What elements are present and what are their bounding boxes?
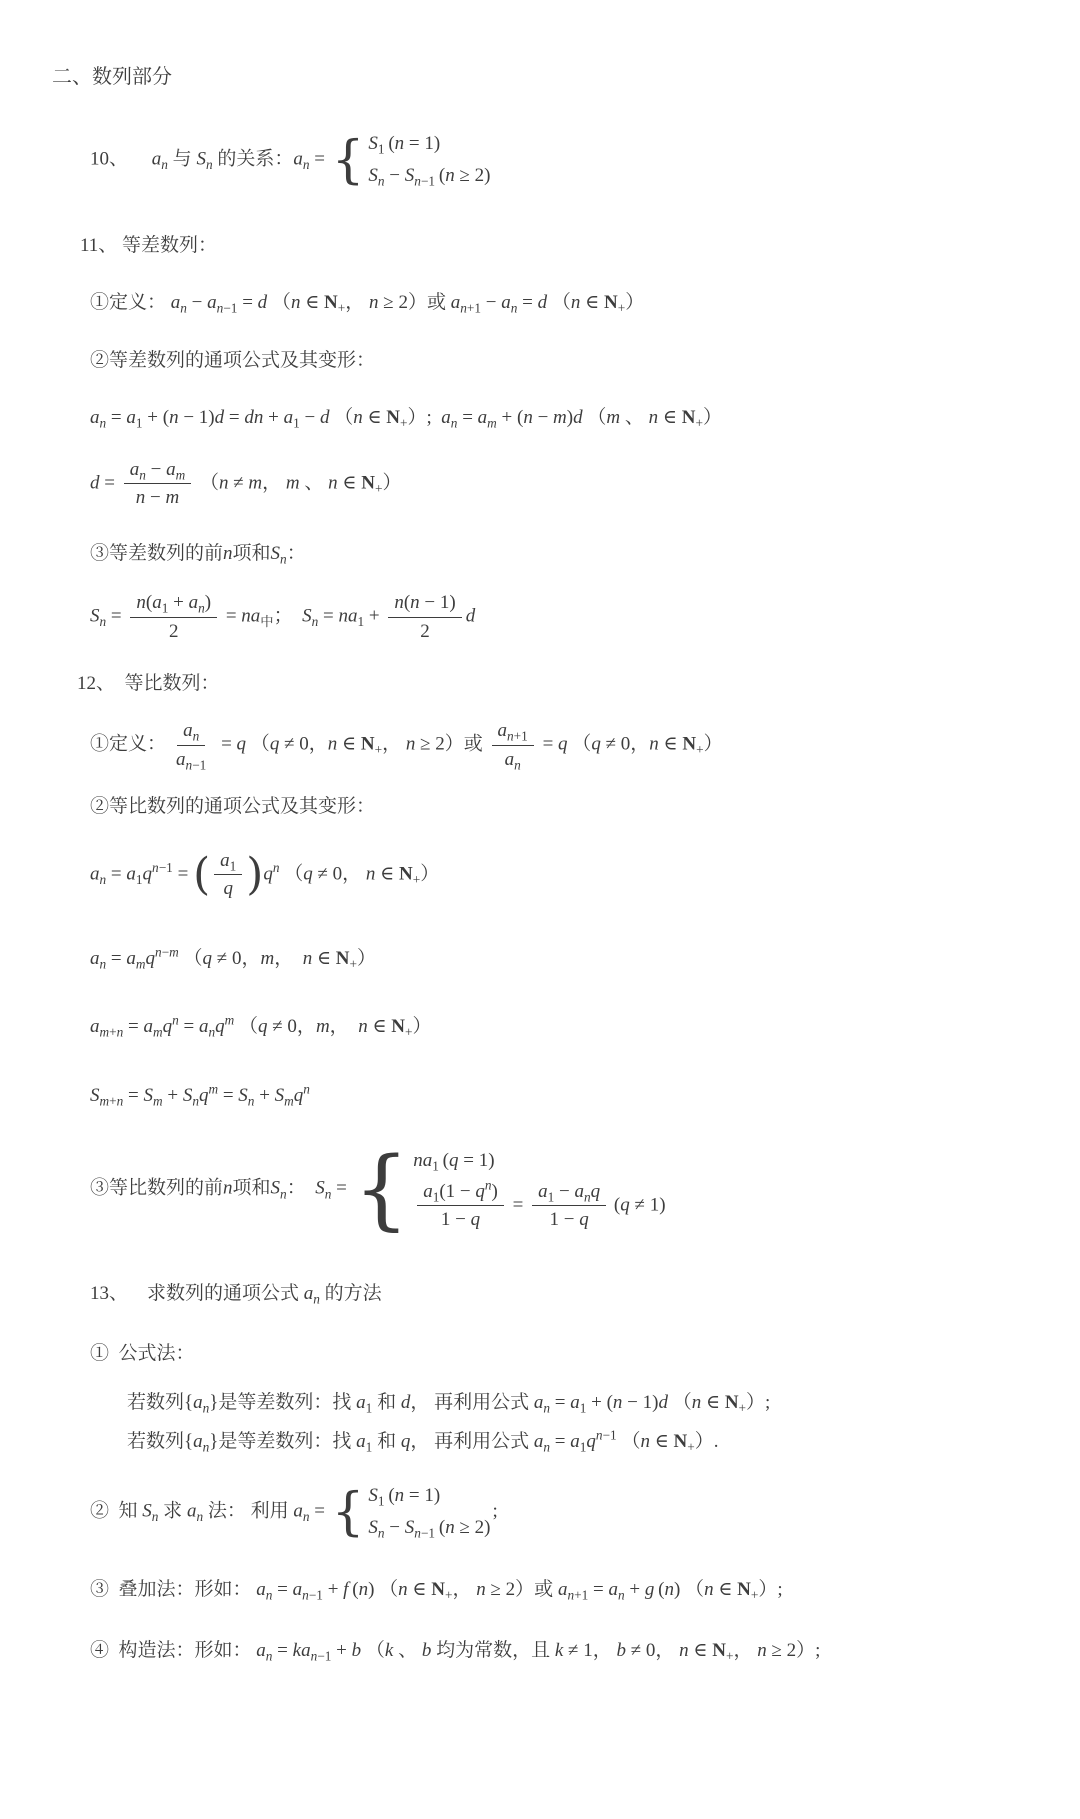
- line-geo-general-formula-3: $a_{m+n} = a_mq^n = a_nq^m$ （q ≠ 0，m， n ∈ $N_+$）: [90, 1012, 432, 1040]
- line-method-1-arith: 若数列$\{a_n\}$是等差数列：找 $a_1$ 和 d， 再利用公式 $a_n = a_1 + (n - 1)d$ （n ∈ $N_+$）;: [127, 1391, 771, 1416]
- line-method-1-heading: ① 公式法：: [90, 1342, 195, 1364]
- line-arith-sum-formula: $S_n$ = $\frac{n(a_1 + a_n)}{2}$ = $na_中$； $S_n = na_1$ + $\frac{n(n - 1)}{2}$ d: [90, 592, 476, 642]
- line-method-3: ③ 叠加法：形如： $a_n = a_{n-1} + f$ (n) （n ∈ $N_+$， n ≥ 2）或 $a_{n+1} = a_n + g$ (n) （n ∈ $N_+$）;: [90, 1578, 783, 1603]
- line-item-11: 11、 等差数列：: [80, 234, 218, 256]
- line-item-12: 12、 等比数列：: [77, 672, 220, 694]
- line-arith-d-formula: d = $\frac{a_n - a_m}{n - m}$ （n ≠ m， m 、 n ∈ $N_+$）: [90, 458, 402, 509]
- section-heading: 二、数列部分: [52, 66, 172, 88]
- line-item-13: 13、 求数列的通项公式 $a_n$ 的方法: [90, 1283, 382, 1307]
- line-geo-sum-relation: $S_{m+n} = S_m + S_nq^m = S_n + S_mq^n$: [90, 1081, 310, 1109]
- line-arith-general-formula: $a_n = a_1 + (n - 1)d$ = dn + $a_1 - d$ （n ∈ $N_+$）; $a_n = a_m + (n - m)d$ （m 、 n ∈ $N_+$）: [90, 407, 722, 431]
- line-arith-general-heading: ②等差数列的通项公式及其变形：: [90, 349, 376, 371]
- line-item-10: 10、 $a_n$ 与 $S_n$ 的关系：$a_n$ = { $S_1$ (n = 1) $S_n - S_{n-1}$ (n ≥ 2): [90, 129, 491, 190]
- line-arith-sum-heading: ③等差数列的前n项和$S_n$：: [90, 542, 306, 567]
- line-geo-definition: ①定义： $\frac{a_n}{a_{n-1}}$ = q （q ≠ 0，n ∈ $N_+$， n ≥ 2）或 $\frac{a_{n+1}}{a_n}$ = q （q ≠ 0，n ∈ $N_+$）: [90, 720, 723, 773]
- line-arith-definition: ①定义： $a_n - a_{n-1} = d$ （n ∈ $N_+$， n ≥ 2）或 $a_{n+1} - a_n = d$ （n ∈ $N_+$）: [90, 292, 645, 316]
- line-geo-general-formula-2: $a_n = a_mq^{n-m}$ （q ≠ 0，m， n ∈ $N_+$）: [90, 944, 377, 972]
- line-geo-sum-formula: ③等比数列的前n项和$S_n$： $S_n$ = { $na_1$ (q = 1) $\frac{a_1(1 - q^n)}{1 - q}$ = $\frac{a_1 - a_nq}{1 - q}$ (q ≠ 1): [90, 1138, 666, 1241]
- line-method-4: ④ 构造法：形如： $a_n = ka_{n-1} + b$ （k 、 b 均为常数，且 k ≠ 1， b ≠ 0， n ∈ $N_+$， n ≥ 2）;: [90, 1640, 821, 1664]
- line-geo-general-formula-1: $a_n = a_1q^{n-1}$ = ( $\frac{a_1}{q}$ ) $q^n$ （q ≠ 0， n ∈ $N_+$）: [90, 849, 440, 901]
- line-method-1-geo: 若数列$\{a_n\}$是等差数列：找 $a_1$ 和 q， 再利用公式 $a_n = a_1q^{n-1}$ （n ∈ $N_+$）.: [127, 1428, 719, 1456]
- line-geo-general-heading: ②等比数列的通项公式及其变形：: [90, 796, 376, 818]
- line-method-2: ② 知 $S_n$ 求 $a_n$ 法： 利用 $a_n$ = { $S_1$ (n = 1) $S_n - S_{n-1}$ (n ≥ 2) ;: [90, 1481, 498, 1542]
